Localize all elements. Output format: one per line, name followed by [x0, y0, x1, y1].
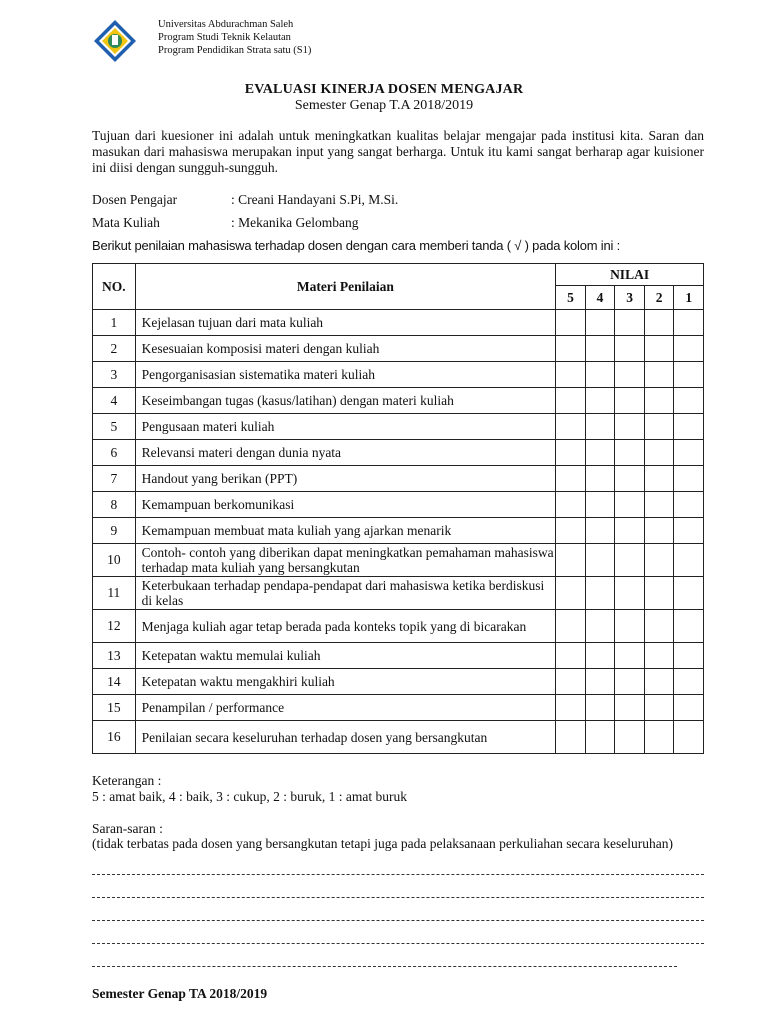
score-cell-3[interactable]	[615, 388, 645, 414]
table-row	[93, 362, 704, 388]
row-number: 16	[93, 721, 136, 754]
score-cell-1[interactable]	[674, 643, 704, 669]
row-criterion: Penilaian secara keseluruhan terhadap dosen yang bersangkutan	[135, 721, 556, 754]
table-row	[93, 310, 704, 336]
row-number: 3	[93, 362, 136, 388]
score-cell-4[interactable]	[585, 669, 615, 695]
row-number: 5	[93, 414, 136, 440]
table-row	[93, 518, 704, 544]
score-cell-5[interactable]	[556, 440, 586, 466]
row-criterion: Handout yang berikan (PPT)	[135, 466, 556, 492]
score-cell-3[interactable]	[615, 310, 645, 336]
score-cell-5[interactable]	[556, 362, 586, 388]
score-cell-5[interactable]	[556, 721, 586, 754]
score-cell-2[interactable]	[644, 695, 674, 721]
row-criterion: Ketepatan waktu memulai kuliah	[135, 643, 556, 669]
score-header-5: 5	[556, 286, 586, 310]
institution-name: Universitas Abdurachman Saleh	[158, 19, 294, 30]
table-row	[93, 440, 704, 466]
score-cell-2[interactable]	[644, 440, 674, 466]
score-cell-4[interactable]	[585, 643, 615, 669]
row-criterion: Kemampuan membuat mata kuliah yang ajarkan menarik	[135, 518, 556, 544]
row-number: 2	[93, 336, 136, 362]
score-cell-2[interactable]	[644, 310, 674, 336]
row-number: 13	[93, 643, 136, 669]
score-cell-3[interactable]	[615, 695, 645, 721]
score-cell-4[interactable]	[585, 544, 615, 577]
row-criterion: Kesesuaian komposisi materi dengan kuliah	[135, 336, 556, 362]
score-cell-4[interactable]	[585, 721, 615, 754]
score-header-4: 4	[585, 286, 615, 310]
keterangan-label: Keterangan :	[92, 773, 162, 788]
document-subtitle: Semester Genap T.A 2018/2019	[294, 98, 474, 113]
score-cell-5[interactable]	[556, 610, 586, 643]
table-row	[93, 336, 704, 362]
evaluation-table-body	[93, 310, 704, 754]
score-cell-4[interactable]	[585, 492, 615, 518]
col-header-materi: Materi Penilaian	[135, 264, 556, 310]
table-row	[93, 577, 704, 610]
score-cell-1[interactable]	[674, 362, 704, 388]
row-number: 9	[93, 518, 136, 544]
score-cell-1[interactable]	[674, 440, 704, 466]
row-criterion: Keterbukaan terhadap pendapa-pendapat dari mahasiswa ketika berdiskusi di kelas	[135, 577, 556, 610]
score-cell-1[interactable]	[674, 518, 704, 544]
score-cell-5[interactable]	[556, 492, 586, 518]
score-cell-2[interactable]	[644, 336, 674, 362]
score-cell-1[interactable]	[674, 544, 704, 577]
row-number: 15	[93, 695, 136, 721]
score-cell-5[interactable]	[556, 466, 586, 492]
institution-strata: Program Pendidikan Strata satu (S1)	[158, 45, 312, 56]
saran-line-2[interactable]	[92, 897, 704, 898]
score-cell-4[interactable]	[585, 414, 615, 440]
row-criterion: Contoh- contoh yang diberikan dapat meningkatkan pemahaman mahasiswa terhadap mata kuliah yang bersangkutan	[135, 544, 556, 577]
matkul-label: Mata Kuliah	[92, 215, 160, 230]
score-header-2: 2	[644, 286, 674, 310]
score-cell-3[interactable]	[615, 414, 645, 440]
row-number: 14	[93, 669, 136, 695]
score-cell-2[interactable]	[644, 518, 674, 544]
score-cell-2[interactable]	[644, 544, 674, 577]
score-cell-5[interactable]	[556, 544, 586, 577]
score-cell-4[interactable]	[585, 577, 615, 610]
col-header-no: NO.	[93, 264, 136, 310]
score-cell-1[interactable]	[674, 466, 704, 492]
col-header-nilai: NILAI	[556, 264, 704, 286]
row-number: 1	[93, 310, 136, 336]
table-row	[93, 643, 704, 669]
institution-program: Program Studi Teknik Kelautan	[158, 32, 291, 43]
score-cell-5[interactable]	[556, 336, 586, 362]
score-cell-4[interactable]	[585, 695, 615, 721]
table-row	[93, 695, 704, 721]
score-cell-3[interactable]	[615, 336, 645, 362]
score-cell-1[interactable]	[674, 414, 704, 440]
score-cell-4[interactable]	[585, 310, 615, 336]
score-cell-2[interactable]	[644, 669, 674, 695]
score-cell-5[interactable]	[556, 669, 586, 695]
instruction-text: Berikut penilaian mahasiswa terhadap dosen dengan cara memberi tanda ( √ ) pada kolom ini :	[92, 238, 621, 253]
score-cell-3[interactable]	[615, 518, 645, 544]
row-criterion: Ketepatan waktu mengakhiri kuliah	[135, 669, 556, 695]
row-number: 6	[93, 440, 136, 466]
row-number: 7	[93, 466, 136, 492]
row-number: 12	[93, 610, 136, 643]
score-cell-2[interactable]	[644, 414, 674, 440]
saran-label: Saran-saran :	[92, 821, 163, 836]
footer-semester: Semester Genap TA 2018/2019	[92, 986, 268, 1001]
university-logo-icon	[92, 18, 138, 64]
score-cell-1[interactable]	[674, 610, 704, 643]
score-cell-5[interactable]	[556, 310, 586, 336]
saran-line-4[interactable]	[92, 943, 704, 944]
score-cell-3[interactable]	[615, 721, 645, 754]
row-criterion: Kemampuan berkomunikasi	[135, 492, 556, 518]
score-cell-4[interactable]	[585, 610, 615, 643]
score-cell-1[interactable]	[674, 310, 704, 336]
dosen-label: Dosen Pengajar	[92, 192, 178, 207]
table-row	[93, 466, 704, 492]
row-number: 4	[93, 388, 136, 414]
score-cell-2[interactable]	[644, 610, 674, 643]
evaluation-table	[92, 263, 704, 754]
score-cell-2[interactable]	[644, 721, 674, 754]
table-row	[93, 414, 704, 440]
score-cell-4[interactable]	[585, 388, 615, 414]
saran-line-1[interactable]	[92, 874, 704, 875]
score-cell-3[interactable]	[615, 362, 645, 388]
score-cell-1[interactable]	[674, 388, 704, 414]
row-criterion: Kejelasan tujuan dari mata kuliah	[135, 310, 556, 336]
intro-paragraph: Tujuan dari kuesioner ini adalah untuk meningkatkan kualitas belajar mengajar pada institusi kita. Saran dan masukan dari mahasiswa merupakan input yang sangat berharga. Untuk itu kami sangat berharap agar kuisioner ini diisi dengan sungguh-sungguh.	[92, 128, 704, 175]
score-cell-1[interactable]	[674, 336, 704, 362]
score-cell-3[interactable]	[615, 610, 645, 643]
saran-line-3[interactable]	[92, 920, 704, 921]
score-cell-3[interactable]	[615, 643, 645, 669]
score-cell-5[interactable]	[556, 388, 586, 414]
score-cell-3[interactable]	[615, 544, 645, 577]
score-cell-1[interactable]	[674, 695, 704, 721]
table-row	[93, 721, 704, 754]
score-cell-5[interactable]	[556, 414, 586, 440]
row-criterion: Penampilan / performance	[135, 695, 556, 721]
row-criterion: Pengorganisasian sistematika materi kuliah	[135, 362, 556, 388]
row-number: 10	[93, 544, 136, 577]
score-cell-5[interactable]	[556, 695, 586, 721]
row-number: 11	[93, 577, 136, 610]
score-cell-5[interactable]	[556, 518, 586, 544]
dosen-value: : Creani Handayani S.Pi, M.Si.	[231, 192, 399, 207]
score-cell-5[interactable]	[556, 643, 586, 669]
score-cell-1[interactable]	[674, 577, 704, 610]
table-row	[93, 544, 704, 577]
table-row	[93, 610, 704, 643]
table-row	[93, 388, 704, 414]
table-row	[93, 492, 704, 518]
score-cell-5[interactable]	[556, 577, 586, 610]
score-cell-4[interactable]	[585, 440, 615, 466]
row-number: 8	[93, 492, 136, 518]
score-cell-4[interactable]	[585, 336, 615, 362]
row-criterion: Keseimbangan tugas (kasus/latihan) dengan materi kuliah	[135, 388, 556, 414]
score-cell-2[interactable]	[644, 577, 674, 610]
score-cell-1[interactable]	[674, 669, 704, 695]
row-criterion: Pengusaan materi kuliah	[135, 414, 556, 440]
score-cell-4[interactable]	[585, 518, 615, 544]
score-cell-3[interactable]	[615, 669, 645, 695]
score-cell-4[interactable]	[585, 466, 615, 492]
document-title: EVALUASI KINERJA DOSEN MENGAJAR	[244, 82, 524, 97]
keterangan-text: 5 : amat baik, 4 : baik, 3 : cukup, 2 : buruk, 1 : amat buruk	[92, 789, 407, 804]
table-row	[93, 669, 704, 695]
saran-note: (tidak terbatas pada dosen yang bersangkutan tetapi juga pada pelaksanaan perkuliahan secara keseluruhan)	[92, 836, 674, 851]
score-cell-3[interactable]	[615, 440, 645, 466]
score-cell-2[interactable]	[644, 466, 674, 492]
score-cell-1[interactable]	[674, 492, 704, 518]
score-cell-3[interactable]	[615, 577, 645, 610]
score-cell-2[interactable]	[644, 388, 674, 414]
saran-line-5[interactable]	[92, 966, 677, 967]
score-cell-3[interactable]	[615, 492, 645, 518]
score-cell-1[interactable]	[674, 721, 704, 754]
score-cell-2[interactable]	[644, 643, 674, 669]
score-header-3: 3	[615, 286, 645, 310]
score-header-1: 1	[674, 286, 704, 310]
score-cell-3[interactable]	[615, 466, 645, 492]
row-criterion: Relevansi materi dengan dunia nyata	[135, 440, 556, 466]
score-cell-2[interactable]	[644, 362, 674, 388]
row-criterion: Menjaga kuliah agar tetap berada pada konteks topik yang di bicarakan	[135, 610, 556, 643]
score-cell-4[interactable]	[585, 362, 615, 388]
matkul-value: : Mekanika Gelombang	[231, 215, 359, 230]
score-cell-2[interactable]	[644, 492, 674, 518]
